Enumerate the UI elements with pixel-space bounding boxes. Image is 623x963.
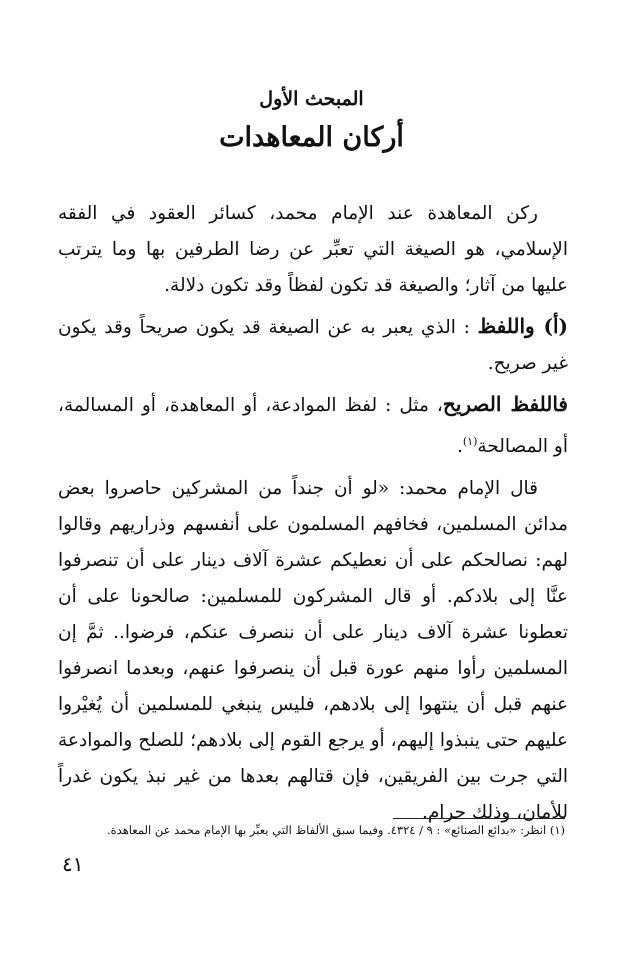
chapter-title: أركان المعاهدات [219,122,404,153]
term-word: (أ) واللفظ [477,314,568,338]
footnote: (١) انظر: «بدائع الصنائع» : ٩ / ٤٣٢٤. وفيما سبق الألفاظ التي يعبِّر بها الإمام محمد عن المعاهدة. [107,823,565,837]
section-heading: المبحث الأول [259,88,364,110]
body-text [58,196,568,831]
footnote-rule [393,818,565,819]
term-explicit-word: فاللفظ الصريح [442,392,568,416]
paragraph-word-text: : الذي يعبر به عن الصيغة قد يكون صريحاً وقد يكون غير صريح. [58,317,568,374]
paragraph-explicit-text: ، مثل : لفظ الموادعة، أو المعاهدة، أو المسالمة، أو المصالحة [58,395,568,458]
page-number: ٤١ [62,852,84,876]
paragraph-intro: ركن المعاهدة عند الإمام محمد، كسائر العقود في الفقه الإسلامي، هو الصيغة التي تعبِّر عن رضا الطرفين بها وما يترتب عليها من آثار؛ والصيغة قد تكون لفظاً وقد تكون دلالة. [58,203,568,296]
paragraph-explicit-end: . [456,436,463,458]
paragraph-quote: قال الإمام محمد: «لو أن جنداً من المشركين حاصروا بعض مدائن المسلمين، فخافهم المسلمون على أنفسهم وذراريهم وقالوا لهم: نصالحكم على أن نعطيكم عشرة آلاف دينار على أن تنصرفوا عنَّا إلى بلادكم. أو قال المشركون للمسلمين: صالحونا على أن تعطونا عشرة آلاف دينار على أن ننصرف عنكم، فرضوا.. ثمَّ إن المسلمين رأوا منهم عورة قبل أن ينصرفوا عنهم، وبعدما انصرفوا عنهم قبل أن ينتهوا إلى بلادهم، فليس ينبغي للمسلمين أن يُغيْروا عليهم حتى ينبذوا إليهم، أو يرجع القوم إلى بلادهم؛ للصلح والموادعة التي جرت بين الفريقين، فإن قتالهم بعدها من غير نبذ يكون غدراً للأمان، وذلك حرام. [58,478,568,824]
paragraph-explicit-word [58,386,568,465]
paragraph-word [58,308,568,382]
footnote-ref: (١) [462,435,478,448]
